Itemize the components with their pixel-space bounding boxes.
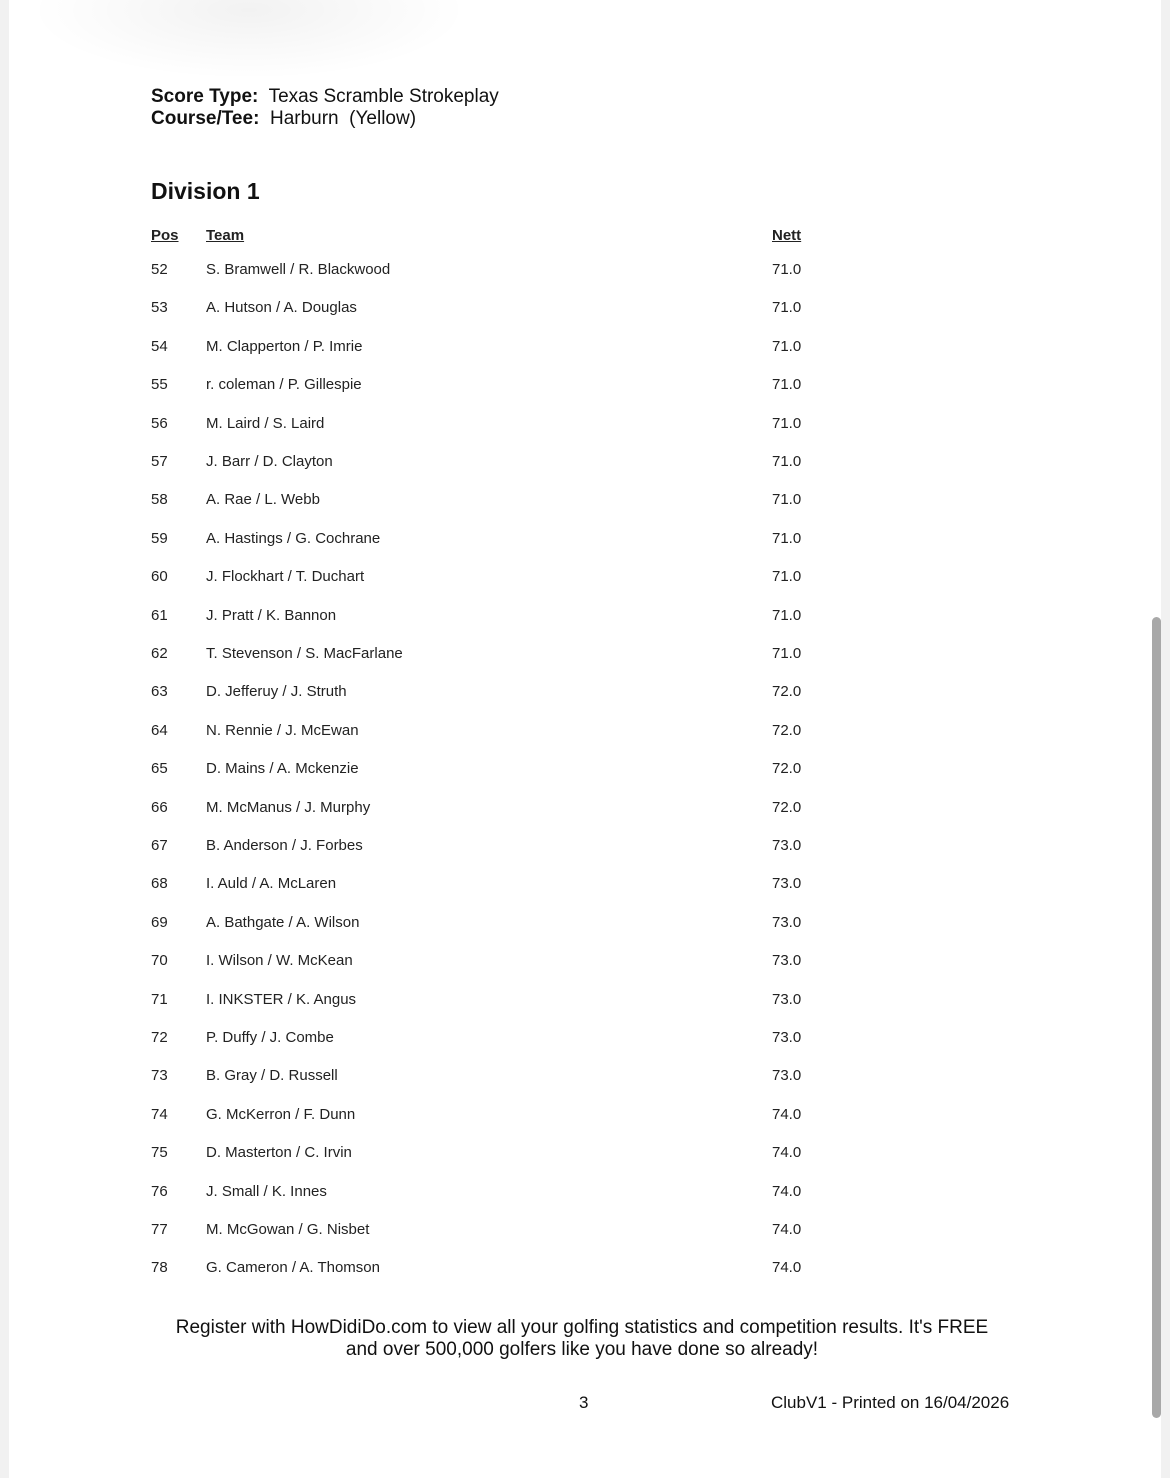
position-cell: 74 xyxy=(151,1105,168,1123)
position-cell: 54 xyxy=(151,337,168,355)
nett-score-cell: 71.0 xyxy=(772,491,802,509)
nett-score-cell: 72.0 xyxy=(772,760,802,778)
team-cell: I. INKSTER / K. Angus xyxy=(206,990,357,1008)
nett-score-cell: 71.0 xyxy=(772,299,802,317)
team-cell: M. Clapperton / P. Imrie xyxy=(206,337,363,355)
team-cell: A. Hastings / G. Cochrane xyxy=(206,529,381,547)
nett-score-cell: 71.0 xyxy=(772,453,802,470)
position-cell: 53 xyxy=(151,299,168,317)
team-cell: T. Stevenson / S. MacFarlane xyxy=(206,645,403,662)
position-cell: 65 xyxy=(151,760,168,778)
page-number: 3 xyxy=(579,1393,589,1412)
table-row xyxy=(9,376,1161,396)
nett-score-cell: 71.0 xyxy=(772,337,802,355)
team-cell: G. McKerron / F. Dunn xyxy=(206,1105,356,1123)
score-type-value: Texas Scramble Strokeplay xyxy=(268,86,499,107)
position-cell: 58 xyxy=(151,491,168,509)
competition-meta xyxy=(151,86,499,130)
nett-score-cell: 71.0 xyxy=(772,414,802,432)
position-cell: 75 xyxy=(151,1144,168,1162)
table-row xyxy=(9,607,1161,627)
table-row xyxy=(9,991,1161,1011)
table-row xyxy=(9,799,1161,819)
nett-score-cell: 71.0 xyxy=(772,261,802,278)
table-row xyxy=(9,568,1161,588)
position-cell: 68 xyxy=(151,875,168,893)
table-row xyxy=(9,1067,1161,1087)
team-cell: A. Rae / L. Webb xyxy=(206,491,320,509)
score-type-label: Score Type: xyxy=(151,86,259,107)
position-cell: 72 xyxy=(151,1029,168,1046)
table-row xyxy=(9,645,1161,665)
table-row xyxy=(9,683,1161,703)
team-cell: B. Anderson / J. Forbes xyxy=(206,837,363,854)
team-cell: I. Wilson / W. McKean xyxy=(206,952,353,970)
position-cell: 71 xyxy=(151,990,168,1008)
table-row xyxy=(9,875,1161,895)
nett-score-cell: 73.0 xyxy=(772,913,802,931)
team-cell: D. Masterton / C. Irvin xyxy=(206,1144,352,1162)
nett-score-cell: 71.0 xyxy=(772,376,802,394)
position-cell: 64 xyxy=(151,721,168,739)
course-tee-row xyxy=(151,108,499,130)
promo-line-1: Register with HowDidiDo.com to view all your golfing statistics and competition results. It's FREE xyxy=(175,1317,989,1338)
position-cell: 63 xyxy=(151,683,168,701)
score-type-row xyxy=(151,86,499,108)
table-row xyxy=(9,530,1161,550)
table-row xyxy=(9,1029,1161,1049)
scrollbar-thumb[interactable] xyxy=(1152,617,1161,1418)
table-row xyxy=(9,261,1161,281)
table-row xyxy=(9,1144,1161,1164)
nett-score-cell: 74.0 xyxy=(772,1105,802,1123)
position-cell: 73 xyxy=(151,1067,168,1085)
nett-score-cell: 73.0 xyxy=(772,837,802,854)
nett-score-cell: 71.0 xyxy=(772,606,802,624)
team-cell: B. Gray / D. Russell xyxy=(206,1067,338,1085)
table-row xyxy=(9,453,1161,473)
table-row xyxy=(9,415,1161,435)
nett-score-cell: 74.0 xyxy=(772,1221,802,1238)
team-cell: M. McGowan / G. Nisbet xyxy=(206,1221,370,1238)
nett-score-cell: 72.0 xyxy=(772,683,802,701)
nett-score-cell: 71.0 xyxy=(772,568,802,586)
team-cell: M. McManus / J. Murphy xyxy=(206,798,371,816)
page-shadow xyxy=(29,0,469,80)
division-title: Division 1 xyxy=(151,178,260,204)
team-cell: A. Bathgate / A. Wilson xyxy=(206,913,360,931)
position-cell: 57 xyxy=(151,453,168,470)
position-cell: 55 xyxy=(151,376,168,394)
position-cell: 61 xyxy=(151,606,168,624)
column-header-nett: Nett xyxy=(772,227,802,244)
nett-score-cell: 71.0 xyxy=(772,645,802,662)
nett-score-cell: 72.0 xyxy=(772,721,802,739)
position-cell: 62 xyxy=(151,645,168,662)
position-cell: 76 xyxy=(151,1182,168,1200)
nett-score-cell: 74.0 xyxy=(772,1259,802,1277)
column-header-pos: Pos xyxy=(151,227,179,244)
table-row xyxy=(9,914,1161,934)
document-page xyxy=(9,0,1161,1478)
team-cell: J. Barr / D. Clayton xyxy=(206,453,333,470)
table-row xyxy=(9,299,1161,319)
team-cell: M. Laird / S. Laird xyxy=(206,414,325,432)
team-cell: J. Flockhart / T. Duchart xyxy=(206,568,365,586)
nett-score-cell: 74.0 xyxy=(772,1144,802,1162)
table-row xyxy=(9,952,1161,972)
nett-score-cell: 71.0 xyxy=(772,529,802,547)
table-row xyxy=(9,722,1161,742)
position-cell: 59 xyxy=(151,529,168,547)
nett-score-cell: 73.0 xyxy=(772,1029,802,1046)
nett-score-cell: 73.0 xyxy=(772,990,802,1008)
nett-score-cell: 73.0 xyxy=(772,875,802,893)
table-row xyxy=(9,1221,1161,1241)
position-cell: 69 xyxy=(151,913,168,931)
position-cell: 60 xyxy=(151,568,168,586)
team-cell: J. Pratt / K. Bannon xyxy=(206,606,337,624)
team-cell: D. Mains / A. Mckenzie xyxy=(206,760,359,778)
position-cell: 56 xyxy=(151,414,168,432)
printed-info: ClubV1 - Printed on 16/04/2026 xyxy=(771,1393,1010,1412)
position-cell: 78 xyxy=(151,1259,168,1277)
nett-score-cell: 72.0 xyxy=(772,798,802,816)
table-row xyxy=(9,837,1161,857)
course-tee-label: Course/Tee: xyxy=(151,108,260,129)
team-cell: A. Hutson / A. Douglas xyxy=(206,299,357,317)
table-row xyxy=(9,491,1161,511)
team-cell: N. Rennie / J. McEwan xyxy=(206,721,359,739)
table-row xyxy=(9,1183,1161,1203)
team-cell: I. Auld / A. McLaren xyxy=(206,875,337,893)
position-cell: 66 xyxy=(151,798,168,816)
team-cell: D. Jefferuy / J. Struth xyxy=(206,683,347,701)
course-tee-value: Harburn (Yellow) xyxy=(269,108,417,129)
team-cell: J. Small / K. Innes xyxy=(206,1182,327,1200)
position-cell: 70 xyxy=(151,952,168,970)
position-cell: 77 xyxy=(151,1221,168,1238)
column-header-team: Team xyxy=(206,227,245,244)
nett-score-cell: 74.0 xyxy=(772,1182,802,1200)
position-cell: 52 xyxy=(151,261,168,278)
promo-text xyxy=(151,1317,1013,1361)
team-cell: P. Duffy / J. Combe xyxy=(206,1029,334,1046)
team-cell: G. Cameron / A. Thomson xyxy=(206,1259,380,1277)
table-row xyxy=(9,1259,1161,1279)
table-row xyxy=(9,338,1161,358)
nett-score-cell: 73.0 xyxy=(772,1067,802,1085)
team-cell: r. coleman / P. Gillespie xyxy=(206,376,362,394)
team-cell: S. Bramwell / R. Blackwood xyxy=(206,261,391,278)
nett-score-cell: 73.0 xyxy=(772,952,802,970)
promo-line-2: and over 500,000 golfers like you have done so already! xyxy=(345,1339,819,1360)
position-cell: 67 xyxy=(151,837,168,854)
table-row xyxy=(9,760,1161,780)
table-row xyxy=(9,1106,1161,1126)
